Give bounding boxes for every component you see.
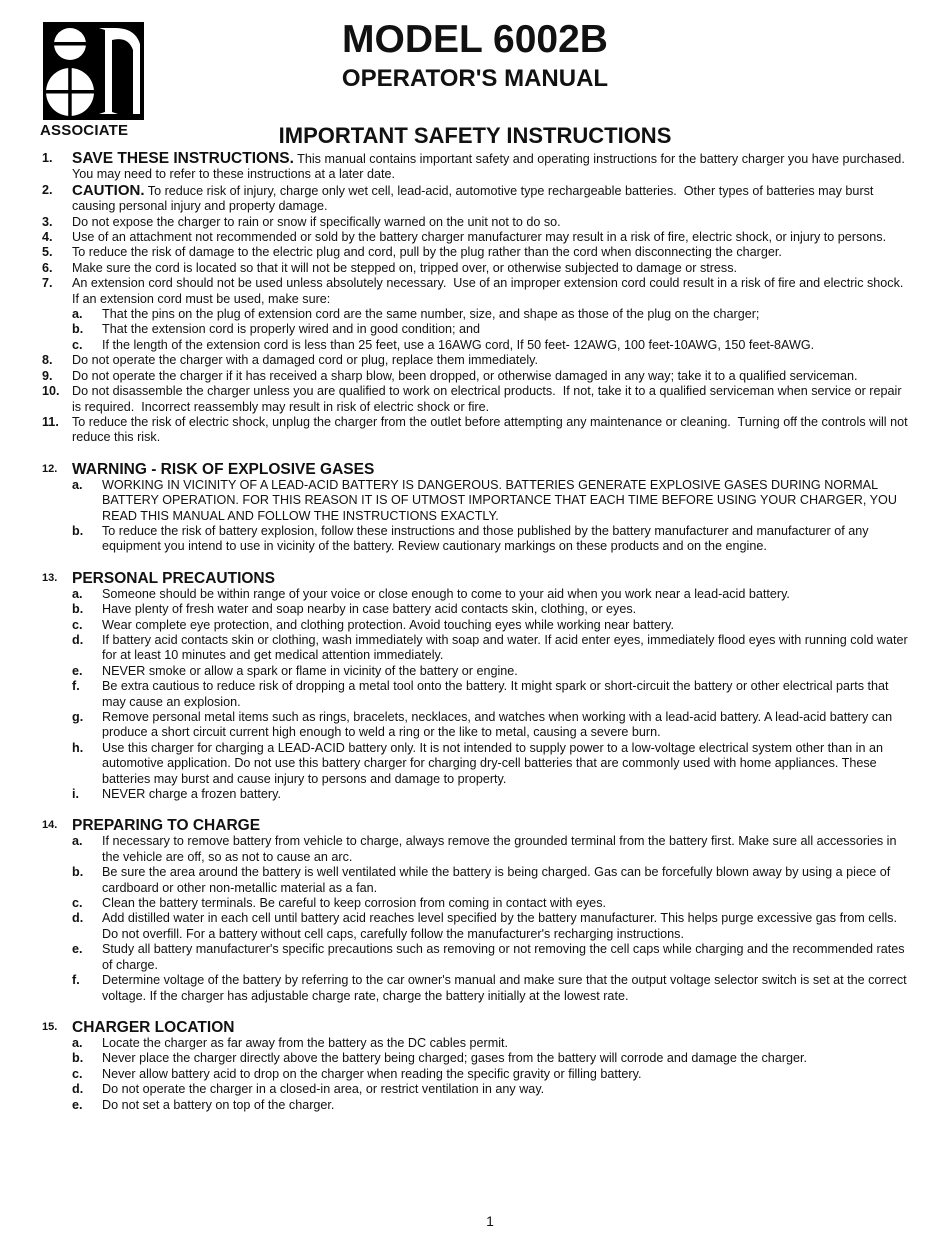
sub-item [72, 338, 914, 353]
instruction-sections [42, 461, 914, 1113]
item-text: This manual contains important safety and operating instructions for the battery charger you have purchased. You may need to refer to these instructions at a later date. [72, 152, 912, 182]
sub-item [72, 787, 914, 802]
item-text: Do not expose the charger to rain or snow if specifically warned on the unit not to do so. [72, 214, 561, 229]
sub-item-text: Remove personal metal items such as rings, bracelets, necklaces, and watches when working with a lead-acid battery. A lead-acid battery can produce a short circuit current high enough to weld a ring or the like to metal, causing a severe burn. [102, 710, 893, 740]
sub-item [72, 322, 914, 337]
sub-item [72, 1051, 914, 1066]
sub-item-letter: c. [72, 896, 83, 911]
manual-subtitle: OPERATOR'S MANUAL [341, 65, 609, 92]
sub-item [72, 834, 914, 865]
item-number: 2. [42, 182, 53, 197]
sub-item-text: Add distilled water in each cell until battery acid reaches level specified by the battery manufacturer. This helps purge excessive gas from cells. Do not overfill. For a battery without cell caps, carefully follow the manufacturer's recharging instructions. [102, 911, 897, 941]
page-number: 1 [486, 1213, 494, 1229]
item-text: To reduce risk of injury, charge only wet cell, lead-acid, automotive type rechargeable batteries. Other types of batteries may burst causing personal injury and property damage. [72, 183, 877, 214]
sub-item [72, 524, 914, 555]
section-title: CHARGER LOCATION [72, 1018, 235, 1036]
section-charger-location [42, 1019, 914, 1113]
sub-item-letter: a. [72, 477, 83, 492]
sub-item-letter: e. [72, 1097, 83, 1112]
sub-item-letter: f. [72, 679, 80, 694]
sub-item [72, 865, 914, 896]
instruction-item [42, 276, 914, 353]
sub-item-letter: b. [72, 602, 84, 617]
sub-item [72, 679, 914, 710]
sub-item-letter: e. [72, 942, 83, 957]
sub-item-text: Be extra cautious to reduce risk of dropping a metal tool onto the battery. It might spark or short-circuit the battery or other electrical parts that may cause an explosion. [102, 679, 889, 709]
item-lead: SAVE THESE INSTRUCTIONS. [72, 150, 294, 167]
sub-item [72, 942, 914, 973]
item-number: 4. [42, 230, 53, 245]
item-number: 10. [42, 384, 60, 399]
sub-item-text: That the extension cord is properly wired and in good condition; and [102, 322, 481, 337]
sub-item-letter: b. [72, 322, 84, 337]
item-text: To reduce the risk of damage to the electric plug and cord, pull by the plug rather than the cord when disconnecting the charger. [72, 245, 782, 260]
instruction-item [42, 215, 914, 230]
instruction-item [42, 245, 914, 260]
item-text: An extension cord should not be used unless absolutely necessary. Use of an improper extension cord could result in a risk of fire and electric shock. If an extension cord must be used, make sure: [72, 276, 911, 306]
sub-item-text: NEVER charge a frozen battery. [102, 787, 281, 802]
sub-item-letter: f. [72, 973, 80, 988]
sub-item-text: Never allow battery acid to drop on the charger when reading the specific gravity or filling battery. [102, 1066, 642, 1081]
sub-item-letter: d. [72, 1082, 84, 1097]
item-lead: CAUTION. [72, 181, 145, 199]
sub-item-text: Determine voltage of the battery by referring to the car owner's manual and make sure that the output voltage selector switch is set at the correct voltage. If the charger has adjustable charge rate, charge the battery initially at the lowest rate. [102, 973, 907, 1003]
item-number: 1. [42, 151, 53, 165]
sub-item-letter: c. [72, 1066, 83, 1081]
instruction-item [42, 415, 914, 446]
sub-item-letter: h. [72, 740, 84, 755]
section-title: PREPARING TO CHARGE [72, 817, 261, 835]
instruction-item [42, 230, 914, 245]
instruction-item [42, 353, 914, 368]
section-title: PERSONAL PRECAUTIONS [72, 569, 275, 587]
sub-item-letter: g. [72, 710, 84, 724]
item-number: 8. [42, 353, 53, 368]
sub-item-text: To reduce the risk of battery explosion, follow these instructions and those published by the battery manufacturer and manufacturer of any equipment you intend to use in vicinity of the battery. Review cautionary markings on these products and on the engine. [102, 523, 869, 554]
sub-item [72, 896, 914, 911]
sub-item-text: Do not operate the charger in a closed-in area, or restrict ventilation in any way. [102, 1082, 545, 1097]
item-number: 5. [42, 245, 53, 260]
instruction-item [42, 151, 914, 183]
section-personal-precautions [42, 570, 914, 803]
sub-item-text: Clean the battery terminals. Be careful to keep corrosion from coming in contact with eyes. [102, 896, 606, 911]
sub-item-letter: a. [72, 834, 83, 849]
numbered-instructions [42, 151, 914, 446]
item-text: Do not operate the charger if it has received a sharp blow, been dropped, or otherwise damaged in any way; take it to a qualified serviceman. [72, 368, 858, 383]
item-number: 9. [42, 368, 53, 383]
instruction-item [42, 384, 914, 415]
sub-item-letter: b. [72, 1051, 84, 1066]
sub-item-letter: i. [72, 787, 79, 802]
sub-item-letter: a. [72, 1035, 83, 1050]
instructions-body [42, 151, 914, 1113]
sub-item [72, 911, 914, 942]
item-number: 3. [42, 214, 53, 229]
instruction-item [42, 369, 914, 384]
sub-item-letter: c. [72, 337, 83, 352]
sub-item [72, 664, 914, 679]
section-number: 14. [42, 819, 58, 832]
sub-item [72, 710, 914, 741]
sub-item-text: That the pins on the plug of extension cord are the same number, size, and shape as those of the plug on the charger; [102, 307, 760, 322]
sub-item-text: Have plenty of fresh water and soap nearby in case battery acid contacts skin, clothing, or eyes. [102, 602, 637, 617]
item-text: Do not operate the charger with a damaged cord or plug, replace them immediately. [72, 353, 538, 368]
sub-item-letter: b. [72, 865, 84, 880]
sub-item-text: Never place the charger directly above the battery being charged; gases from the battery will corrode and damage the charger. [102, 1051, 807, 1066]
section-number: 15. [42, 1020, 58, 1033]
section-preparing-to-charge [42, 817, 914, 1003]
section-title: WARNING - RISK OF EXPLOSIVE GASES [72, 460, 375, 478]
sub-item-text: Someone should be within range of your voice or close enough to come to your aid when you work near a lead-acid battery. [102, 586, 790, 601]
sub-item-text: If necessary to remove battery from vehicle to charge, always remove the grounded terminal from the battery first. Make sure all accessories in the vehicle are off, so as not to cause an arc. [102, 834, 897, 864]
sub-item-text: Study all battery manufacturer's specific precautions such as removing or not removing the cell caps while charging and the recommended rates of charge. [102, 942, 905, 972]
item-number: 11. [42, 414, 59, 429]
section-number: 13. [42, 571, 58, 584]
item-number: 7. [42, 276, 53, 291]
sub-item [72, 307, 914, 322]
instruction-item [42, 183, 914, 215]
item-text: To reduce the risk of electric shock, unplug the charger from the outlet before attempting any maintenance or cleaning. Turning off the controls will not reduce this risk. [72, 414, 912, 445]
sub-item-text: NEVER smoke or allow a spark or flame in vicinity of the battery or engine. [102, 663, 518, 678]
sub-item-letter: d. [72, 911, 84, 926]
sub-item-text: If battery acid contacts skin or clothing, wash immediately with soap and water. If acid enter eyes, immediately flood eyes with running cold water for at least 10 minutes and get medical attention immediately. [102, 632, 908, 663]
sub-item [72, 1082, 914, 1097]
sub-item [72, 1067, 914, 1082]
sub-item-letter: c. [72, 617, 83, 632]
sub-item-text: Be sure the area around the battery is well ventilated while the battery is being charged. Gas can be forcefully blown away by using a piece of cardboard or other non-metallic material as a fan. [102, 865, 891, 895]
safety-heading: IMPORTANT SAFETY INSTRUCTIONS [278, 123, 672, 148]
sub-item [72, 973, 914, 1004]
sub-item [72, 741, 914, 787]
sub-item [72, 602, 914, 617]
item-text: Do not disassemble the charger unless you are qualified to work on electrical products. If not, take it to a qualified serviceman when service or repair is required. Incorrect reassembly may result in risk of electric shock or fire. [72, 384, 906, 414]
sub-item-text: If the length of the extension cord is less than 25 feet, use a 16AWG cord, If 50 feet- 12AWG, 100 feet-10AWG, 150 feet-8AWG. [102, 337, 815, 352]
sub-item-letter: a. [72, 586, 83, 601]
sub-item-letter: e. [72, 663, 83, 678]
model-title: MODEL 6002B [342, 18, 608, 61]
item-number: 6. [42, 260, 53, 275]
sub-item-letter: d. [72, 632, 84, 647]
sub-item [72, 1036, 914, 1051]
item-text: Use of an attachment not recommended or sold by the battery charger manufacturer may result in a risk of fire, electric shock, or injury to persons. [72, 230, 887, 245]
instruction-item [42, 261, 914, 276]
section-warning-risk-of-explosive-gases [42, 461, 914, 555]
sub-item [72, 587, 914, 602]
sub-item [72, 618, 914, 633]
sub-item-text: Use this charger for charging a LEAD-ACID battery only. It is not intended to supply power to a low-voltage electrical system other than in an automotive application. Do not use this battery charger for charging dry-cell batteries that are commonly used with home appliances. These batteries may burst and cause injury to persons and damage to property. [102, 740, 883, 786]
sub-item-text: Do not set a battery on top of the charger. [102, 1097, 335, 1112]
section-number: 12. [42, 462, 58, 475]
sub-item [72, 478, 914, 524]
sub-item-text: WORKING IN VICINITY OF A LEAD-ACID BATTERY IS DANGEROUS. BATTERIES GENERATE EXPLOSIVE GASES DURING NORMAL BATTERY OPERATION. FOR THIS REASON IT IS OF UTMOST IMPORTANCE THAT EACH TIME BEFORE USING YOUR CHARGER, YOU READ THIS MANUAL AND FOLLOW THE INSTRUCTIONS EXACTLY. [102, 477, 897, 523]
sub-item-text: Wear complete eye protection, and clothing protection. Avoid touching eyes while working near battery. [102, 617, 674, 632]
item-text: Make sure the cord is located so that it will not be stepped on, tripped over, or otherwise subjected to damage or stress. [72, 260, 738, 275]
logo-caption: ASSOCIATE [40, 122, 129, 139]
sub-item-letter: a. [72, 307, 83, 322]
sub-item-text: Locate the charger as far away from the battery as the DC cables permit. [102, 1035, 508, 1050]
sub-item [72, 633, 914, 664]
sub-item [72, 1098, 914, 1113]
sub-item-letter: b. [72, 523, 84, 538]
